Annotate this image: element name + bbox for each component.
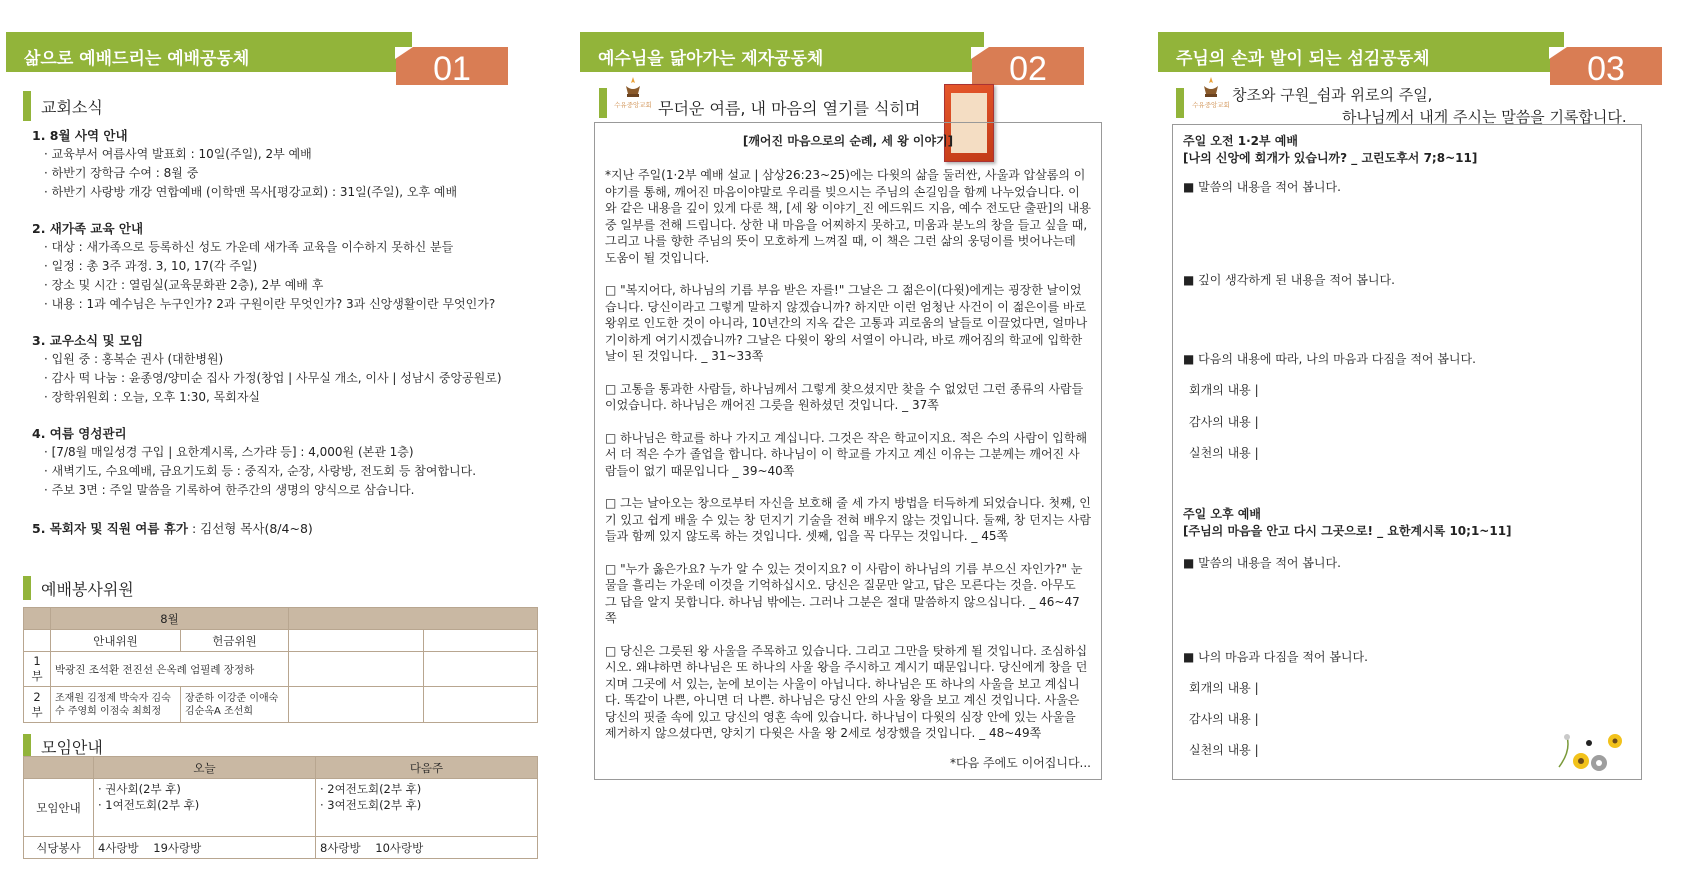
- section-title: 예수님을 닮아가는 제자공동체: [580, 32, 984, 72]
- article-box: [594, 122, 1102, 780]
- flower-decoration-icon: [1549, 727, 1639, 775]
- news-heading-3: 3. 교우소식 및 모임: [32, 333, 144, 348]
- col-header: 안내위원: [51, 630, 181, 652]
- note-line: 감사의 내용 |: [1189, 415, 1259, 429]
- page-service: [1150, 0, 1700, 869]
- meeting-table: [23, 756, 538, 859]
- afternoon-title: 주일 오후 예배: [1183, 507, 1261, 521]
- article-paragraph: □ "누가 옳은가요? 누가 알 수 있는 것이지요? 이 사람이 하나님의 기름 부으신 자인가?" 눈물을 흘리는 가운데 이것을 기억하십시오. 당신은 질문만 알고, 답은 모른다는 것을. 아무도 그 답을 알지 못합니다. 하나님 밖에는. 그러나 그분은 절대 말씀하지 않으십니다. _ 46~47쪽: [605, 561, 1083, 625]
- note-line: 회개의 내용 |: [1189, 681, 1259, 695]
- article-paragraph: □ 그는 날아오는 창으로부터 자신을 보호해 줄 세 가지 방법을 터득하게 되었습니다. 첫째, 인기 있고 쉽게 배울 수 있는 창 던지기 기술을 전혀 배우지 않는 것입니다. 둘째, 창 던지는 사람들과 함께 있지 않도록 하는 것입니다. 셋째, 입을 꼭 다무는 것입니다. _ 45쪽: [605, 496, 1091, 543]
- news-item: · 내용 : 1과 예수님은 누구인가? 2과 구원이란 무엇인가? 3과 신앙생활이란 무엇인가?: [44, 297, 496, 311]
- service-names: 조재원 김정제 박숙자 김숙수 주영희 이점숙 최희정: [51, 687, 181, 723]
- service-heading: [23, 576, 134, 600]
- row-label: 2부: [24, 687, 51, 723]
- col-header: 헌금위원: [181, 630, 289, 652]
- notes-box: [1172, 124, 1642, 780]
- heading-bar: [1176, 88, 1184, 118]
- prompt: ■ 나의 마음과 다짐을 적어 봅니다.: [1183, 650, 1368, 664]
- afternoon-sermon: [주님의 마음을 안고 다시 그곳으로! _ 요한계시록 10;1~11]: [1183, 524, 1512, 538]
- meeting-item: · 3여전도회(2부 후): [320, 798, 422, 812]
- news-item: · 교육부서 여름사역 발표회 : 10일(주일), 2부 예배: [44, 147, 312, 161]
- kitchen-next: 8사랑방 10사랑방: [316, 837, 538, 859]
- meeting-item: · 1여전도회(2부 후): [98, 798, 200, 812]
- news-heading-2: 2. 새가족 교육 안내: [32, 221, 144, 236]
- news-item: · [7/8월 매일성경 구입 | 요한계시록, 스가랴 등] : 4,000원 (본관 1층): [44, 445, 414, 459]
- page-disciple: [580, 0, 1140, 869]
- prompt: ■ 깊이 생각하게 된 내용을 적어 봅니다.: [1183, 273, 1395, 287]
- note-line: 실천의 내용 |: [1189, 743, 1259, 757]
- kitchen-today: 4사랑방 19사랑방: [94, 837, 316, 859]
- offering-names: 장준하 이강준 이애숙 김순옥A 조선희: [181, 687, 289, 723]
- article-title: [깨어진 마음으로의 순례, 세 왕 이야기]: [742, 134, 954, 148]
- news-item: · 대상 : 새가족으로 등록하신 성도 가운데 새가족 교육을 이수하지 못하신 분들: [44, 240, 454, 254]
- page-worship: [0, 0, 560, 869]
- news-item: · 장학위원회 : 오늘, 오후 1:30, 목회자실: [44, 390, 261, 404]
- page-subtitle: 무더운 여름, 내 마음의 열기를 식히며: [658, 99, 921, 118]
- news-heading-5: [32, 519, 562, 538]
- lamp-icon: [623, 76, 643, 98]
- meeting-item: · 권사회(2부 후): [98, 782, 181, 796]
- article-paragraph: □ 당신은 그릇된 왕 사울을 주목하고 있습니다. 그리고 그만을 탓하게 될 것입니다. 조심하십시오. 왜냐하면 하나님은 또 하나의 사울 왕을 주시하고 계시기 때문입니다. 당신에게 창을 던지며 그곳에 서 있는, 눈에 보이는 사울이 아닙니다. 하나님은 또 하나의 사울을 보고 계십니다. 똑같이 나쁜, 아니면 더 나쁜. 하나님은 당신 안의 사울 왕을 보고 계신 것입니다. 사울은 당신의 핏줄 속에 있고 당신의 영혼 속에 있습니다. 하나님이 다윗의 심장 안에 있는 사울을 제거하지 않으셨다면, 양치기 다윗은 사울 왕 2세로 성장했을 것입니다. _ 48~49쪽: [605, 643, 1088, 740]
- heading-bar: [23, 576, 31, 600]
- news-item: · 하반기 사랑방 개강 연합예배 (이학맨 목사[평강교회) : 31일(주일), 오후 예배: [44, 185, 458, 199]
- continued-note: *다음 주에도 이어집니다...: [950, 756, 1091, 770]
- news-item: · 새벽기도, 수요예배, 금요기도회 등 : 중직자, 순장, 사랑방, 전도회 등 참여합니다.: [44, 464, 477, 478]
- note-line: 회개의 내용 |: [1189, 383, 1259, 397]
- section-number: 03: [1550, 47, 1662, 85]
- heading-bar: [599, 88, 607, 118]
- article-paragraph: □ "복지어다, 하나님의 기름 부음 받은 자를!" 그날은 그 젊은이(다윗)에게는 굉장한 날이었습니다. 당신이라고 그렇게 말하지 않겠습니까? 하지만 이런 엄청난 사건이 이 젊은이를 바로 왕위로 인도한 것이 아니라, 10년간의 지옥 같은 고통과 괴로움의 날들로 이끌었다면, 얼마나 기이하게 여기시겠습니까? 그날은 다윗이 왕의 서열이 아니라, 바로 깨어짐의 학교에 입학한 날이 된 것입니다. _ 31~33쪽: [605, 283, 1088, 363]
- logo-text: 수유중앙교회: [614, 101, 652, 109]
- meeting-item: · 2여전도회(2부 후): [320, 782, 422, 796]
- row-label: 1부: [24, 652, 51, 687]
- article-paragraph: □ 고통을 통과한 사람들, 하나님께서 그렇게 찾으셨지만 찾을 수 없었던 그런 종류의 사람들이었습니다. 하나님은 깨어진 그릇을 원하셨던 것입니다. _ 37쪽: [605, 381, 1084, 412]
- row-label: 식당봉사: [24, 837, 94, 859]
- meeting-title: 모임안내: [41, 737, 103, 757]
- today-cell: [94, 779, 316, 837]
- subtitle-line-2: 하나님께서 내게 주시는 말씀을 기록합니다.: [1342, 108, 1627, 126]
- news-item: · 장소 및 시간 : 열림실(교육문화관 2층), 2부 예배 후: [44, 278, 324, 292]
- news-item: · 하반기 장학금 수여 : 8월 중: [44, 166, 199, 180]
- service-title: 예배봉사위원: [41, 579, 134, 599]
- news-item: · 감사 떡 나눔 : 윤종영/양미순 집사 가정(창업 | 사무실 개소, 이사 | 성남시 중앙공원로): [44, 371, 502, 385]
- afternoon-header: [1183, 506, 1512, 540]
- news-item: · 입원 중 : 홍복순 권사 (대한병원): [44, 352, 224, 366]
- church-logo: [1192, 76, 1230, 116]
- note-line: 감사의 내용 |: [1189, 712, 1259, 726]
- month-cell: 8월: [51, 608, 289, 630]
- meeting-heading: [23, 734, 103, 758]
- article-paragraph: □ 하나님은 학교를 하나 가지고 계십니다. 그것은 작은 학교이지요. 적은 수의 사람이 입학해서 더 적은 수가 졸업을 합니다. 하나님이 이 학교를 가지고 계신 이유는 그분께는 깨어진 사람들이 없기 때문입니다 _ 39~40쪽: [605, 430, 1088, 478]
- prompt: ■ 다음의 내용에 따라, 나의 마음과 다짐을 적어 봅니다.: [1183, 352, 1476, 366]
- news-title: 교회소식: [41, 97, 103, 117]
- heading-bar: [23, 91, 31, 121]
- note-line: 실천의 내용 |: [1189, 446, 1259, 460]
- news-heading: [23, 91, 103, 121]
- article-paragraph: *지난 주일(1·2부 예배 설교 | 삼상26:23~25)에는 다윗의 삶을 둘러싼, 사울과 압살롬의 이야기를 통해, 깨어진 마음이야말로 우리를 빚으시는 주님의 손길임을 함께 나누었습니다. 이와 같은 내용을 깊이 있게 다룬 책, [세 왕 이야기_진 에드워드 지음, 예수 전도단 출판]의 내용 중 일부를 전해 드립니다. 상한 내 마음을 어찌하지 못하고, 미움과 분노의 창을 들고 싶을 때, 그리고 나를 향한 주님의 뜻이 모호하게 느껴질 때, 이 책은 그런 삶의 웅덩이를 벗어나는데 도움이 될 것입니다.: [605, 168, 1091, 265]
- article-body: [605, 167, 1091, 742]
- section-number: 01: [396, 47, 508, 85]
- prompt: ■ 말씀의 내용을 적어 봅니다.: [1183, 556, 1341, 570]
- news-heading-1: 1. 8월 사역 안내: [32, 128, 128, 143]
- service-names: 박광진 조석환 전진선 은옥례 엄필례 장정하: [51, 652, 289, 687]
- service-table: [23, 607, 538, 723]
- section-number: 02: [972, 47, 1084, 85]
- vacation-detail: : 김선형 목사(8/4~8): [187, 521, 313, 536]
- heading-bar: [23, 734, 31, 758]
- subtitle-line-1: 창조와 구원_쉼과 위로의 주일,: [1232, 86, 1433, 104]
- morning-title: 주일 오전 1·2부 예배: [1183, 134, 1298, 148]
- col-next: 다음주: [316, 757, 538, 779]
- morning-header: [1183, 133, 1477, 167]
- prompt: ■ 말씀의 내용을 적어 봅니다.: [1183, 180, 1341, 194]
- news-item: · 주보 3면 : 주일 말씀을 기록하여 한주간의 생명의 양식으로 삼습니다.: [44, 483, 415, 497]
- row-label: 모임안내: [24, 779, 94, 837]
- section-title: 주님의 손과 발이 되는 섬김공동체: [1158, 32, 1564, 72]
- news-list: [32, 126, 562, 538]
- next-cell: [316, 779, 538, 837]
- lamp-icon: [1201, 76, 1221, 98]
- logo-text: 수유중앙교회: [1192, 101, 1230, 109]
- col-today: 오늘: [94, 757, 316, 779]
- section-title: 삶으로 예배드리는 예배공동체: [6, 32, 412, 72]
- morning-sermon: [나의 신앙에 회개가 있습니까? _ 고린도후서 7;8~11]: [1183, 151, 1478, 165]
- church-logo: [614, 76, 652, 116]
- vacation-heading: 5. 목회자 및 직원 여름 휴가: [32, 521, 188, 536]
- news-heading-4: 4. 여름 영성관리: [32, 426, 127, 441]
- news-item: · 일정 : 총 3주 과정. 3, 10, 17(각 주일): [44, 259, 258, 273]
